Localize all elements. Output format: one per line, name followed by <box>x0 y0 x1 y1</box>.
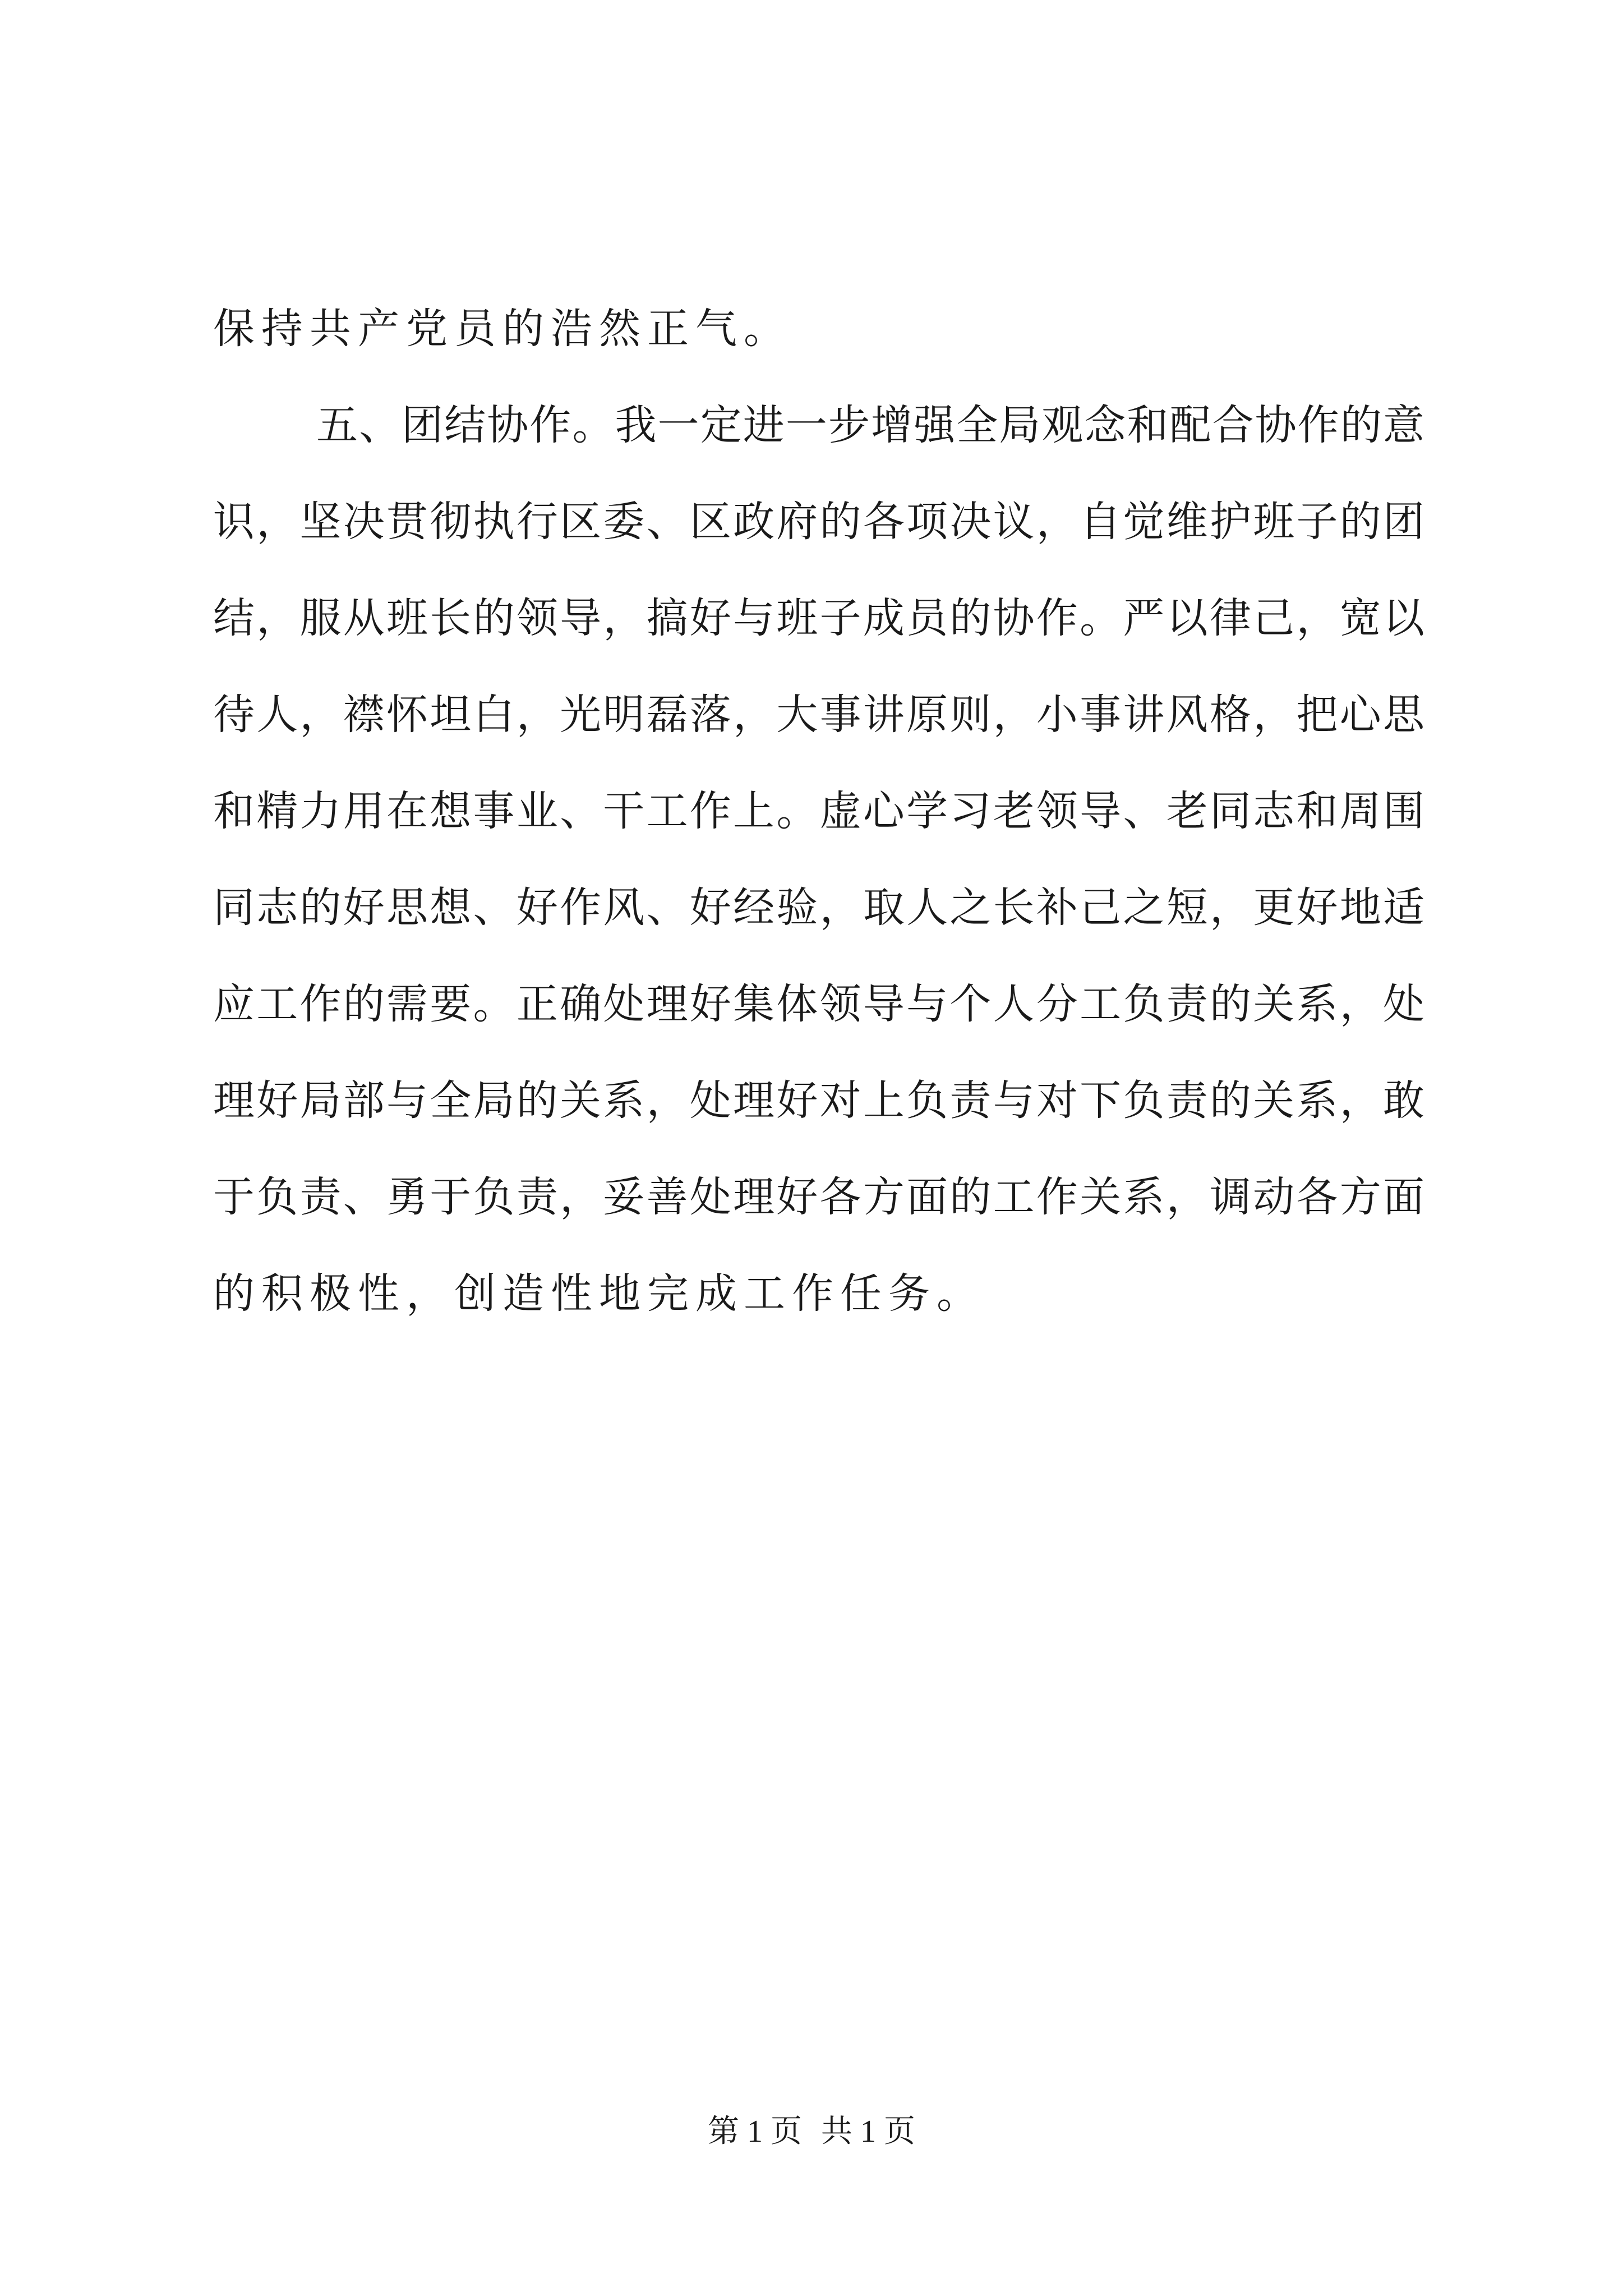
page-footer <box>0 2109 1623 2154</box>
paragraph-2-line-4: 待人，襟怀坦白，光明磊落，大事讲原则，小事讲风格，把心思 <box>213 691 1424 739</box>
paragraph-2-line-2: 识，坚决贯彻执行区委、区政府的各项决议，自觉维护班子的团 <box>213 498 1424 546</box>
paragraph-2-line-6: 同志的好思想、好作风、好经验，取人之长补己之短，更好地适 <box>213 884 1424 932</box>
page-number: 第 1 页 <box>708 2114 802 2149</box>
paragraph-2-line-5: 和精力用在想事业、干工作上。虚心学习老领导、老同志和周围 <box>213 787 1424 835</box>
document-body <box>213 280 1424 1342</box>
paragraph-1-line-1: 保持共产党员的浩然正气。 <box>213 305 792 353</box>
paragraph-2-line-3: 结，服从班长的领导，搞好与班子成员的协作。严以律己，宽以 <box>213 594 1424 642</box>
paragraph-2-line-10: 的积极性，创造性地完成工作任务。 <box>213 1269 985 1318</box>
page-total: 共 1 页 <box>821 2114 915 2149</box>
paragraph-2-line-9: 于负责、勇于负责，妥善处理好各方面的工作关系，调动各方面 <box>213 1173 1424 1221</box>
paragraph-2-line-7: 应工作的需要。正确处理好集体领导与个人分工负责的关系，处 <box>213 980 1424 1028</box>
paragraph-2-line-1: 五、团结协作。我一定进一步增强全局观念和配合协作的意 <box>316 401 1424 449</box>
paragraph-2-line-8: 理好局部与全局的关系，处理好对上负责与对下负责的关系，敢 <box>213 1076 1424 1125</box>
